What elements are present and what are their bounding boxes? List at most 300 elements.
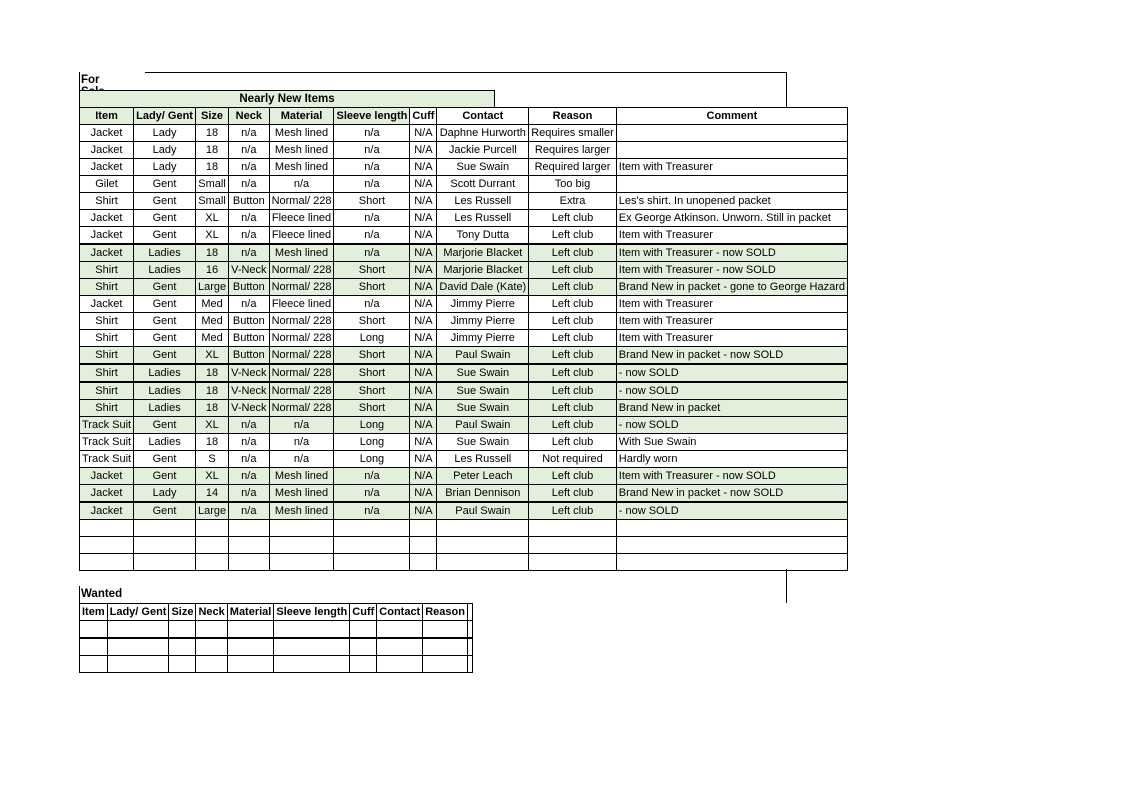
cell-material[interactable]: n/a bbox=[269, 434, 334, 451]
cell-item[interactable]: Jacket bbox=[80, 244, 134, 262]
cell-sleeve-length[interactable]: n/a bbox=[334, 468, 410, 485]
cell-item[interactable]: Jacket bbox=[80, 502, 134, 520]
cell-size[interactable]: Small bbox=[195, 176, 228, 193]
cell-cuff[interactable]: N/A bbox=[410, 159, 437, 176]
cell-item[interactable]: Jacket bbox=[80, 125, 134, 142]
cell-material[interactable]: Mesh lined bbox=[269, 502, 334, 520]
cell-material[interactable] bbox=[269, 520, 334, 537]
cell-cuff[interactable]: N/A bbox=[410, 364, 437, 382]
cell-reason[interactable]: Left club bbox=[529, 502, 617, 520]
cell-lady-gent[interactable] bbox=[134, 537, 196, 554]
cell-neck[interactable]: n/a bbox=[229, 434, 269, 451]
cell-item[interactable]: Track Suit bbox=[80, 451, 134, 468]
cell-neck[interactable]: n/a bbox=[229, 159, 269, 176]
cell-material[interactable]: Normal/ 228 bbox=[269, 382, 334, 400]
cell-lady-gent[interactable]: Gent bbox=[134, 193, 196, 210]
cell-item[interactable]: Shirt bbox=[80, 313, 134, 330]
cell-contact[interactable]: Les Russell bbox=[437, 193, 529, 210]
cell-contact[interactable]: Jimmy Pierre bbox=[437, 313, 529, 330]
cell-item[interactable]: Shirt bbox=[80, 262, 134, 279]
cell-sleeve-length[interactable]: n/a bbox=[334, 502, 410, 520]
cell-lady-gent[interactable]: Ladies bbox=[134, 364, 196, 382]
cell-material[interactable]: Normal/ 228 bbox=[269, 400, 334, 417]
cell-lady-gent[interactable]: Gent bbox=[134, 176, 196, 193]
cell-size[interactable]: S bbox=[195, 451, 228, 468]
cell-item[interactable]: Track Suit bbox=[80, 417, 134, 434]
cell-contact[interactable]: Paul Swain bbox=[437, 417, 529, 434]
cell-reason[interactable]: Left club bbox=[529, 210, 617, 227]
cell-comment[interactable]: Item with Treasurer - now SOLD bbox=[616, 468, 847, 485]
cell-comment[interactable]: Item with Treasurer - now SOLD bbox=[616, 244, 847, 262]
cell-contact[interactable]: Jimmy Pierre bbox=[437, 330, 529, 347]
cell-comment[interactable]: Item with Treasurer bbox=[616, 296, 847, 313]
cell-contact[interactable] bbox=[437, 537, 529, 554]
cell-lady-gent[interactable]: Gent bbox=[134, 502, 196, 520]
table-row bbox=[80, 193, 848, 210]
cell-sleeve-length[interactable]: Long bbox=[334, 434, 410, 451]
cell-lady-gent[interactable] bbox=[134, 554, 196, 571]
cell-material[interactable]: Mesh lined bbox=[269, 125, 334, 142]
cell-material[interactable]: Normal/ 228 bbox=[269, 279, 334, 296]
cell-lady-gent[interactable] bbox=[107, 638, 169, 656]
cell-material[interactable]: Normal/ 228 bbox=[269, 262, 334, 279]
cell-size[interactable]: 18 bbox=[195, 400, 228, 417]
cell-comment[interactable]: Brand New in packet - now SOLD bbox=[616, 347, 847, 365]
cell-sleeve-length[interactable]: Long bbox=[334, 417, 410, 434]
cell-lady-gent[interactable]: Gent bbox=[134, 330, 196, 347]
cell-size[interactable]: XL bbox=[195, 347, 228, 365]
wanted-comment-border bbox=[786, 569, 787, 603]
cell-neck[interactable]: n/a bbox=[229, 227, 269, 245]
cell-size[interactable]: XL bbox=[195, 468, 228, 485]
cell-neck[interactable] bbox=[196, 656, 227, 673]
cell-reason[interactable]: Not required bbox=[529, 451, 617, 468]
cell-item[interactable]: Jacket bbox=[80, 296, 134, 313]
cell-material[interactable]: Normal/ 228 bbox=[269, 330, 334, 347]
cell-contact[interactable]: Sue Swain bbox=[437, 434, 529, 451]
cell-cuff[interactable]: N/A bbox=[410, 210, 437, 227]
cell-material[interactable] bbox=[269, 537, 334, 554]
cell-reason[interactable] bbox=[529, 554, 617, 571]
cell-item[interactable]: Shirt bbox=[80, 400, 134, 417]
cell-item[interactable] bbox=[80, 537, 134, 554]
cell-item[interactable]: Jacket bbox=[80, 468, 134, 485]
cell-reason[interactable]: Left club bbox=[529, 244, 617, 262]
cell-comment[interactable]: Item with Treasurer bbox=[616, 313, 847, 330]
cell-material[interactable]: Mesh lined bbox=[269, 485, 334, 503]
cell-lady-gent[interactable] bbox=[107, 621, 169, 639]
cell-reason[interactable] bbox=[529, 520, 617, 537]
cell-cuff[interactable] bbox=[410, 554, 437, 571]
cell-cuff[interactable]: N/A bbox=[410, 485, 437, 503]
cell-reason[interactable]: Left club bbox=[529, 485, 617, 503]
cell-cuff[interactable]: N/A bbox=[410, 262, 437, 279]
cell-comment[interactable]: Item with Treasurer bbox=[616, 159, 847, 176]
cell-cuff[interactable]: N/A bbox=[410, 296, 437, 313]
cell-comment[interactable]: - now SOLD bbox=[616, 417, 847, 434]
cell-lady-gent[interactable]: Lady bbox=[134, 125, 196, 142]
cell-sleeve-length[interactable]: Short bbox=[334, 364, 410, 382]
cell-reason[interactable]: Requires larger bbox=[529, 142, 617, 159]
cell-contact[interactable]: Brian Dennison bbox=[437, 485, 529, 503]
cell-contact[interactable]: Sue Swain bbox=[437, 364, 529, 382]
cell-neck[interactable]: n/a bbox=[229, 502, 269, 520]
cell-neck[interactable]: n/a bbox=[229, 485, 269, 503]
cell-size[interactable]: 14 bbox=[195, 485, 228, 503]
cell-sleeve-length[interactable]: Short bbox=[334, 193, 410, 210]
cell-contact[interactable]: Les Russell bbox=[437, 451, 529, 468]
cell-item[interactable]: Shirt bbox=[80, 330, 134, 347]
cell-comment[interactable]: Hardly worn bbox=[616, 451, 847, 468]
cell-neck[interactable]: n/a bbox=[229, 176, 269, 193]
cell-material[interactable]: n/a bbox=[269, 451, 334, 468]
cell-contact[interactable]: Paul Swain bbox=[437, 347, 529, 365]
cell-cuff[interactable]: N/A bbox=[410, 176, 437, 193]
cell-lady-gent[interactable]: Gent bbox=[134, 451, 196, 468]
cell-material[interactable] bbox=[227, 621, 274, 639]
cell-lady-gent[interactable]: Gent bbox=[134, 313, 196, 330]
cell-item[interactable]: Jacket bbox=[80, 485, 134, 503]
cell-sleeve-length[interactable]: Short bbox=[334, 347, 410, 365]
cell-lady-gent[interactable]: Lady bbox=[134, 485, 196, 503]
cell-cuff[interactable]: N/A bbox=[410, 434, 437, 451]
cell-item[interactable]: Shirt bbox=[80, 347, 134, 365]
cell-reason[interactable]: Left club bbox=[529, 279, 617, 296]
cell-neck[interactable]: n/a bbox=[229, 296, 269, 313]
comment-left-border bbox=[786, 72, 787, 107]
cell-size[interactable]: 18 bbox=[195, 125, 228, 142]
cell-sleeve-length[interactable]: Short bbox=[334, 400, 410, 417]
cell-cuff[interactable]: N/A bbox=[410, 347, 437, 365]
cell-sleeve-length[interactable] bbox=[274, 638, 350, 656]
cell-item[interactable] bbox=[80, 554, 134, 571]
cell-sleeve-length[interactable]: n/a bbox=[334, 296, 410, 313]
cell-item[interactable]: Shirt bbox=[80, 364, 134, 382]
cell-size[interactable] bbox=[169, 621, 196, 639]
cell-neck[interactable]: n/a bbox=[229, 125, 269, 142]
cell-cuff[interactable]: N/A bbox=[410, 330, 437, 347]
cell-size[interactable] bbox=[195, 520, 228, 537]
cell-size[interactable]: XL bbox=[195, 210, 228, 227]
cell-sleeve-length[interactable]: Short bbox=[334, 313, 410, 330]
cell-contact[interactable]: Scott Durrant bbox=[437, 176, 529, 193]
cell-material[interactable]: n/a bbox=[269, 417, 334, 434]
cell-cuff[interactable]: N/A bbox=[410, 193, 437, 210]
cell-lady-gent[interactable] bbox=[107, 656, 169, 673]
cell-comment[interactable]: Item with Treasurer - now SOLD bbox=[616, 262, 847, 279]
cell-comment[interactable]: Item with Treasurer bbox=[616, 330, 847, 347]
cell-neck[interactable]: Button bbox=[229, 347, 269, 365]
cell-sleeve-length[interactable]: Short bbox=[334, 262, 410, 279]
cell-contact[interactable] bbox=[377, 638, 423, 656]
cell-comment[interactable]: Brand New in packet - now SOLD bbox=[616, 485, 847, 503]
cell-material[interactable]: Fleece lined bbox=[269, 210, 334, 227]
cell-item[interactable]: Jacket bbox=[80, 142, 134, 159]
cell-cuff[interactable]: N/A bbox=[410, 382, 437, 400]
cell-neck[interactable]: n/a bbox=[229, 244, 269, 262]
cell-sleeve-length[interactable]: Long bbox=[334, 451, 410, 468]
cell-neck[interactable]: n/a bbox=[229, 210, 269, 227]
table-row bbox=[80, 279, 848, 296]
cell-sleeve-length[interactable]: n/a bbox=[334, 159, 410, 176]
cell-comment[interactable] bbox=[467, 621, 472, 639]
cell-lady-gent[interactable]: Ladies bbox=[134, 382, 196, 400]
cell-lady-gent[interactable]: Lady bbox=[134, 142, 196, 159]
cell-cuff[interactable] bbox=[410, 537, 437, 554]
cell-sleeve-length[interactable]: Short bbox=[334, 382, 410, 400]
cell-lady-gent[interactable]: Gent bbox=[134, 468, 196, 485]
cell-cuff[interactable]: N/A bbox=[410, 142, 437, 159]
cell-neck[interactable]: Button bbox=[229, 313, 269, 330]
cell-contact[interactable]: David Dale (Kate) bbox=[437, 279, 529, 296]
cell-contact[interactable] bbox=[437, 520, 529, 537]
cell-reason[interactable]: Required larger bbox=[529, 159, 617, 176]
cell-sleeve-length[interactable]: n/a bbox=[334, 176, 410, 193]
cell-sleeve-length[interactable] bbox=[334, 537, 410, 554]
cell-lady-gent[interactable]: Gent bbox=[134, 227, 196, 245]
cell-contact[interactable]: Sue Swain bbox=[437, 159, 529, 176]
cell-size[interactable]: 18 bbox=[195, 142, 228, 159]
cell-sleeve-length[interactable]: n/a bbox=[334, 125, 410, 142]
cell-contact[interactable] bbox=[377, 621, 423, 639]
cell-contact[interactable]: Marjorie Blacket bbox=[437, 262, 529, 279]
cell-comment[interactable]: - now SOLD bbox=[616, 382, 847, 400]
cell-contact[interactable]: Jimmy Pierre bbox=[437, 296, 529, 313]
cell-material[interactable]: Fleece lined bbox=[269, 296, 334, 313]
cell-sleeve-length[interactable]: n/a bbox=[334, 210, 410, 227]
cell-size[interactable] bbox=[169, 638, 196, 656]
cell-item[interactable] bbox=[80, 520, 134, 537]
cell-item[interactable] bbox=[80, 621, 108, 639]
cell-material[interactable]: Fleece lined bbox=[269, 227, 334, 245]
cell-comment[interactable]: Brand New in packet - gone to George Hazard bbox=[616, 279, 847, 296]
cell-sleeve-length[interactable] bbox=[274, 656, 350, 673]
cell-comment[interactable]: Ex George Atkinson. Unworn. Still in packet bbox=[616, 210, 847, 227]
cell-size[interactable]: 18 bbox=[195, 159, 228, 176]
cell-contact[interactable]: Paul Swain bbox=[437, 502, 529, 520]
cell-size[interactable]: Med bbox=[195, 313, 228, 330]
cell-cuff[interactable]: N/A bbox=[410, 227, 437, 245]
cell-reason[interactable] bbox=[423, 656, 468, 673]
cell-material[interactable]: Mesh lined bbox=[269, 468, 334, 485]
cell-material[interactable]: Mesh lined bbox=[269, 159, 334, 176]
cell-neck[interactable]: n/a bbox=[229, 417, 269, 434]
cell-reason[interactable]: Left club bbox=[529, 382, 617, 400]
cell-material[interactable]: n/a bbox=[269, 176, 334, 193]
cell-neck[interactable]: V-Neck bbox=[229, 400, 269, 417]
cell-neck[interactable] bbox=[229, 537, 269, 554]
cell-item[interactable]: Jacket bbox=[80, 159, 134, 176]
cell-item[interactable]: Jacket bbox=[80, 210, 134, 227]
cell-lady-gent[interactable]: Gent bbox=[134, 296, 196, 313]
cell-cuff[interactable]: N/A bbox=[410, 244, 437, 262]
cell-cuff[interactable]: N/A bbox=[410, 125, 437, 142]
cell-size[interactable] bbox=[195, 537, 228, 554]
empty-row bbox=[80, 520, 848, 537]
cell-neck[interactable]: Button bbox=[229, 193, 269, 210]
cell-contact[interactable] bbox=[437, 554, 529, 571]
cell-neck[interactable] bbox=[196, 621, 227, 639]
header-lady-gent: Lady/ Gent bbox=[107, 604, 169, 621]
header-reason: Reason bbox=[423, 604, 468, 621]
cell-sleeve-length[interactable]: n/a bbox=[334, 244, 410, 262]
cell-material[interactable] bbox=[227, 656, 274, 673]
cell-sleeve-length[interactable] bbox=[334, 520, 410, 537]
cell-item[interactable]: Shirt bbox=[80, 279, 134, 296]
cell-cuff[interactable] bbox=[350, 621, 377, 639]
cell-sleeve-length[interactable]: n/a bbox=[334, 485, 410, 503]
cell-reason[interactable] bbox=[423, 638, 468, 656]
cell-comment[interactable] bbox=[616, 537, 847, 554]
cell-reason[interactable]: Left club bbox=[529, 417, 617, 434]
cell-item[interactable]: Track Suit bbox=[80, 434, 134, 451]
cell-material[interactable]: Mesh lined bbox=[269, 244, 334, 262]
cell-neck[interactable]: Button bbox=[229, 330, 269, 347]
cell-sleeve-length[interactable] bbox=[334, 554, 410, 571]
cell-comment[interactable]: - now SOLD bbox=[616, 502, 847, 520]
cell-size[interactable]: Large bbox=[195, 279, 228, 296]
cell-neck[interactable]: n/a bbox=[229, 451, 269, 468]
cell-lady-gent[interactable]: Gent bbox=[134, 417, 196, 434]
cell-lady-gent[interactable]: Gent bbox=[134, 347, 196, 365]
cell-material[interactable]: Normal/ 228 bbox=[269, 313, 334, 330]
cell-contact[interactable] bbox=[377, 656, 423, 673]
cell-size[interactable]: Med bbox=[195, 330, 228, 347]
cell-reason[interactable] bbox=[529, 537, 617, 554]
cell-size[interactable]: 16 bbox=[195, 262, 228, 279]
cell-neck[interactable] bbox=[196, 638, 227, 656]
cell-item[interactable] bbox=[80, 638, 108, 656]
cell-material[interactable] bbox=[227, 638, 274, 656]
cell-reason[interactable]: Left club bbox=[529, 262, 617, 279]
cell-lady-gent[interactable]: Ladies bbox=[134, 244, 196, 262]
cell-contact[interactable]: Les Russell bbox=[437, 210, 529, 227]
cell-comment[interactable] bbox=[467, 656, 472, 673]
cell-item[interactable]: Shirt bbox=[80, 193, 134, 210]
cell-reason[interactable] bbox=[423, 621, 468, 639]
cell-cuff[interactable]: N/A bbox=[410, 313, 437, 330]
cell-sleeve-length[interactable]: n/a bbox=[334, 227, 410, 245]
cell-material[interactable] bbox=[269, 554, 334, 571]
cell-contact[interactable]: Marjorie Blacket bbox=[437, 244, 529, 262]
header-material: Material bbox=[269, 108, 334, 125]
cell-sleeve-length[interactable] bbox=[274, 621, 350, 639]
cell-cuff[interactable] bbox=[350, 638, 377, 656]
cell-size[interactable] bbox=[169, 656, 196, 673]
cell-comment[interactable]: Item with Treasurer bbox=[616, 227, 847, 245]
cell-contact[interactable]: Sue Swain bbox=[437, 400, 529, 417]
table-row bbox=[80, 176, 848, 193]
cell-neck[interactable]: V-Neck bbox=[229, 262, 269, 279]
cell-size[interactable]: 18 bbox=[195, 244, 228, 262]
cell-lady-gent[interactable]: Ladies bbox=[134, 262, 196, 279]
cell-contact[interactable]: Daphne Hurworth bbox=[437, 125, 529, 142]
cell-comment[interactable]: Les's shirt. In unopened packet bbox=[616, 193, 847, 210]
cell-comment[interactable] bbox=[616, 125, 847, 142]
cell-material[interactable]: Mesh lined bbox=[269, 142, 334, 159]
cell-size[interactable]: Med bbox=[195, 296, 228, 313]
cell-sleeve-length[interactable]: Short bbox=[334, 279, 410, 296]
cell-size[interactable]: Small bbox=[195, 193, 228, 210]
cell-reason[interactable]: Left club bbox=[529, 330, 617, 347]
cell-reason[interactable]: Left club bbox=[529, 364, 617, 382]
cell-item[interactable] bbox=[80, 656, 108, 673]
cell-item[interactable]: Jacket bbox=[80, 227, 134, 245]
cell-size[interactable] bbox=[195, 554, 228, 571]
cell-lady-gent[interactable]: Ladies bbox=[134, 434, 196, 451]
cell-neck[interactable] bbox=[229, 554, 269, 571]
cell-reason[interactable]: Left club bbox=[529, 434, 617, 451]
cell-comment[interactable] bbox=[616, 142, 847, 159]
cell-reason[interactable]: Too big bbox=[529, 176, 617, 193]
cell-lady-gent[interactable]: Gent bbox=[134, 279, 196, 296]
cell-comment[interactable] bbox=[467, 638, 472, 656]
cell-comment[interactable]: With Sue Swain bbox=[616, 434, 847, 451]
cell-item[interactable]: Gilet bbox=[80, 176, 134, 193]
cell-reason[interactable]: Requires smaller bbox=[529, 125, 617, 142]
cell-cuff[interactable]: N/A bbox=[410, 468, 437, 485]
cell-lady-gent[interactable]: Ladies bbox=[134, 400, 196, 417]
cell-contact[interactable]: Tony Dutta bbox=[437, 227, 529, 245]
cell-neck[interactable]: n/a bbox=[229, 142, 269, 159]
cell-comment[interactable] bbox=[616, 554, 847, 571]
cell-reason[interactable]: Left club bbox=[529, 227, 617, 245]
cell-material[interactable]: Normal/ 228 bbox=[269, 364, 334, 382]
cell-contact[interactable]: Peter Leach bbox=[437, 468, 529, 485]
cell-material[interactable]: Normal/ 228 bbox=[269, 193, 334, 210]
cell-neck[interactable]: n/a bbox=[229, 468, 269, 485]
cell-comment[interactable]: - now SOLD bbox=[616, 364, 847, 382]
cell-comment[interactable] bbox=[616, 176, 847, 193]
cell-lady-gent[interactable]: Gent bbox=[134, 210, 196, 227]
cell-lady-gent[interactable] bbox=[134, 520, 196, 537]
cell-item[interactable]: Shirt bbox=[80, 382, 134, 400]
cell-size[interactable]: XL bbox=[195, 417, 228, 434]
cell-size[interactable]: 18 bbox=[195, 434, 228, 451]
for-sale-table bbox=[79, 107, 848, 571]
cell-reason[interactable]: Left club bbox=[529, 468, 617, 485]
cell-cuff[interactable] bbox=[410, 520, 437, 537]
cell-material[interactable]: Normal/ 228 bbox=[269, 347, 334, 365]
cell-contact[interactable]: Sue Swain bbox=[437, 382, 529, 400]
cell-reason[interactable]: Left club bbox=[529, 400, 617, 417]
cell-neck[interactable] bbox=[229, 520, 269, 537]
cell-reason[interactable]: Left club bbox=[529, 347, 617, 365]
cell-cuff[interactable]: N/A bbox=[410, 502, 437, 520]
cell-comment[interactable] bbox=[616, 520, 847, 537]
cell-size[interactable]: Large bbox=[195, 502, 228, 520]
cell-cuff[interactable]: N/A bbox=[410, 279, 437, 296]
cell-size[interactable]: 18 bbox=[195, 382, 228, 400]
cell-reason[interactable]: Left club bbox=[529, 296, 617, 313]
cell-size[interactable]: XL bbox=[195, 227, 228, 245]
cell-reason[interactable]: Extra bbox=[529, 193, 617, 210]
cell-reason[interactable]: Left club bbox=[529, 313, 617, 330]
cell-cuff[interactable]: N/A bbox=[410, 451, 437, 468]
cell-cuff[interactable]: N/A bbox=[410, 400, 437, 417]
cell-sleeve-length[interactable]: n/a bbox=[334, 142, 410, 159]
cell-cuff[interactable] bbox=[350, 656, 377, 673]
cell-neck[interactable]: V-Neck bbox=[229, 364, 269, 382]
cell-neck[interactable]: Button bbox=[229, 279, 269, 296]
cell-comment[interactable]: Brand New in packet bbox=[616, 400, 847, 417]
cell-size[interactable]: 18 bbox=[195, 364, 228, 382]
cell-neck[interactable]: V-Neck bbox=[229, 382, 269, 400]
cell-sleeve-length[interactable]: Long bbox=[334, 330, 410, 347]
cell-contact[interactable]: Jackie Purcell bbox=[437, 142, 529, 159]
cell-cuff[interactable]: N/A bbox=[410, 417, 437, 434]
cell-lady-gent[interactable]: Lady bbox=[134, 159, 196, 176]
